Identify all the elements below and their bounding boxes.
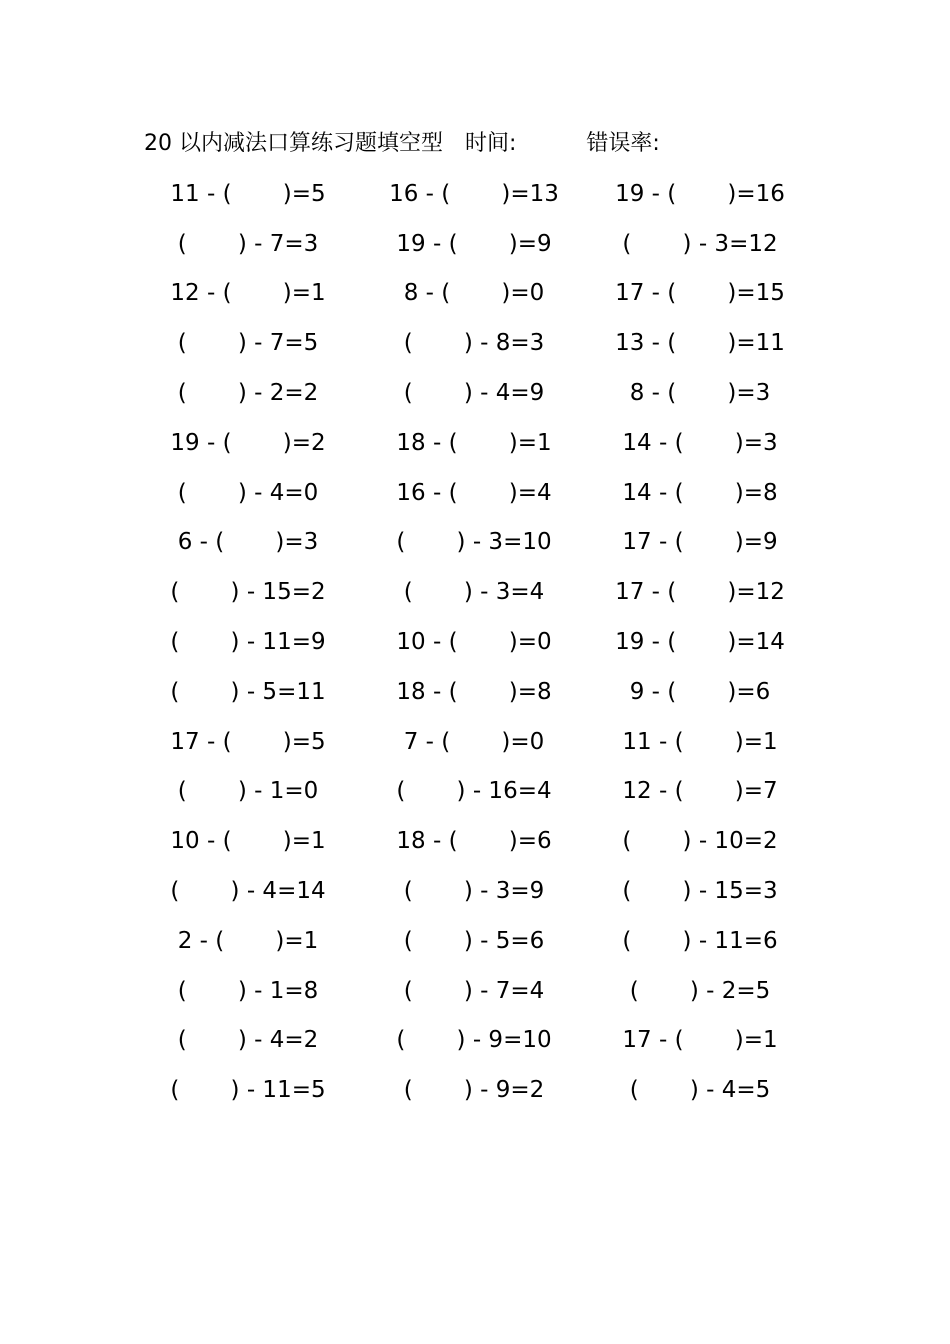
problem-item: ( ) - 4=0	[177, 479, 319, 506]
problem-item: ( ) - 7=4	[403, 977, 545, 1004]
problem-item: ( ) - 2=2	[177, 380, 319, 407]
problem-row	[135, 816, 815, 866]
problem-item: ( ) - 15=3	[622, 878, 778, 905]
problem-item: 2 - ( )=1	[177, 927, 319, 954]
problem-item: 8 - ( )=0	[403, 280, 545, 307]
problem-item: 18 - ( )=1	[396, 429, 552, 456]
problem-item: 17 - ( )=1	[622, 1027, 778, 1054]
problem-row	[135, 866, 815, 916]
problem-row	[135, 368, 815, 418]
error-rate-label: 错误率:	[586, 131, 660, 156]
problem-row	[135, 219, 815, 269]
problem-item: 10 - ( )=1	[170, 828, 326, 855]
problem-item: ( ) - 3=10	[396, 529, 552, 556]
problem-row	[135, 617, 815, 667]
problem-row	[135, 1065, 815, 1115]
problem-item: 19 - ( )=16	[615, 180, 785, 207]
problem-item: 8 - ( )=3	[629, 380, 771, 407]
problem-item: 9 - ( )=6	[629, 678, 771, 705]
problem-item: ( ) - 1=0	[177, 778, 319, 805]
problem-item: ( ) - 4=14	[170, 878, 326, 905]
problem-item: 18 - ( )=6	[396, 828, 552, 855]
problem-item: ( ) - 5=11	[170, 678, 326, 705]
problem-item: 6 - ( )=3	[177, 529, 319, 556]
problem-item: 14 - ( )=8	[622, 479, 778, 506]
problem-item: ( ) - 11=5	[170, 1077, 326, 1104]
problem-item: 19 - ( )=9	[396, 230, 552, 257]
problem-item: ( ) - 4=2	[177, 1027, 319, 1054]
problem-item: ( ) - 15=2	[170, 579, 326, 606]
problem-item: ( ) - 9=2	[403, 1077, 545, 1104]
problem-item: 16 - ( )=4	[396, 479, 552, 506]
time-label: 时间:	[465, 131, 517, 156]
problem-item: ( ) - 3=9	[403, 878, 545, 905]
problem-item: 10 - ( )=0	[396, 629, 552, 656]
problem-item: ( ) - 11=9	[170, 629, 326, 656]
problem-item: ( ) - 11=6	[622, 927, 778, 954]
problem-row	[135, 169, 815, 219]
problem-row	[135, 269, 815, 319]
problem-row	[135, 567, 815, 617]
problem-item: 17 - ( )=5	[170, 728, 326, 755]
problem-item: ( ) - 7=3	[177, 230, 319, 257]
problem-row	[135, 717, 815, 767]
problem-item: 11 - ( )=1	[622, 728, 778, 755]
problem-row	[135, 916, 815, 966]
problem-item: ( ) - 2=5	[629, 977, 771, 1004]
problem-item: ( ) - 3=4	[403, 579, 545, 606]
problem-item: ( ) - 4=5	[629, 1077, 771, 1104]
problem-item: 14 - ( )=3	[622, 429, 778, 456]
problem-item: 19 - ( )=14	[615, 629, 785, 656]
worksheet-header	[144, 126, 660, 157]
problem-item: ( ) - 16=4	[396, 778, 552, 805]
problem-row	[135, 667, 815, 717]
problem-item: ( ) - 1=8	[177, 977, 319, 1004]
problem-item: 12 - ( )=1	[170, 280, 326, 307]
problem-item: 12 - ( )=7	[622, 778, 778, 805]
problem-item: ( ) - 8=3	[403, 330, 545, 357]
problem-item: ( ) - 9=10	[396, 1027, 552, 1054]
problem-row	[135, 966, 815, 1016]
problem-row	[135, 318, 815, 368]
problem-item: ( ) - 5=6	[403, 927, 545, 954]
problem-item: 17 - ( )=15	[615, 280, 785, 307]
problem-grid	[135, 169, 815, 1115]
problem-item: ( ) - 3=12	[622, 230, 778, 257]
problem-item: ( ) - 4=9	[403, 380, 545, 407]
problem-item: 18 - ( )=8	[396, 678, 552, 705]
problem-row	[135, 767, 815, 817]
problem-item: 17 - ( )=9	[622, 529, 778, 556]
problem-item: 7 - ( )=0	[403, 728, 545, 755]
problem-row	[135, 418, 815, 468]
problem-item: 13 - ( )=11	[615, 330, 785, 357]
problem-row	[135, 518, 815, 568]
problem-row	[135, 1016, 815, 1066]
worksheet-title: 20 以内减法口算练习题填空型	[144, 131, 443, 156]
problem-item: 17 - ( )=12	[615, 579, 785, 606]
problem-item: ( ) - 7=5	[177, 330, 319, 357]
problem-item: 16 - ( )=13	[389, 180, 559, 207]
problem-item: ( ) - 10=2	[622, 828, 778, 855]
problem-row	[135, 468, 815, 518]
problem-item: 19 - ( )=2	[170, 429, 326, 456]
problem-item: 11 - ( )=5	[170, 180, 326, 207]
